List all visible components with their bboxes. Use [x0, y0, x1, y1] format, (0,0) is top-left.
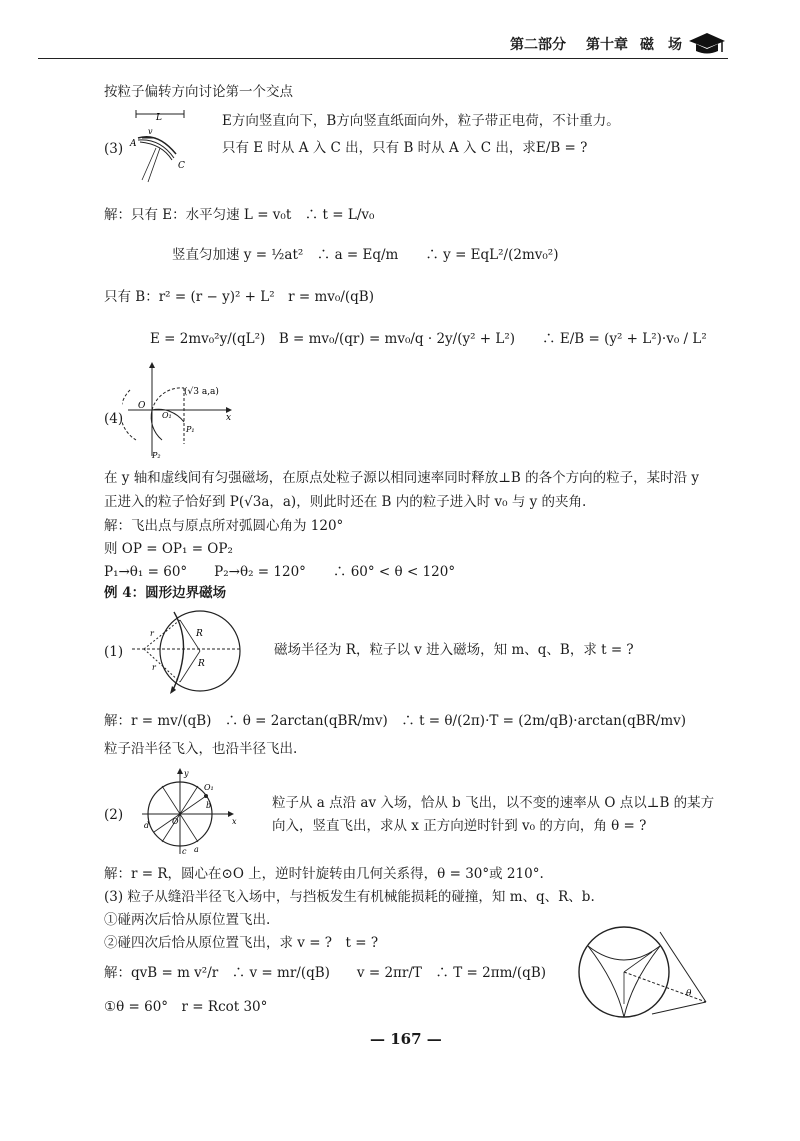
- fig7-label-theta: θ: [686, 989, 692, 999]
- fig6-label-O: O: [172, 817, 179, 826]
- solution-4-line-1: 解：飞出点与原点所对弧圆心角为 120°: [104, 518, 344, 534]
- problem-4-line-1: 在 y 轴和虚线间有匀强磁场，在原点处粒子源以相同速率同时释放⊥B 的各个方向的粒子，某时沿 y: [104, 470, 700, 486]
- fig3-label-C: C: [178, 161, 185, 171]
- solution-7-line-2: ①θ = 60° r = Rcot 30°: [104, 999, 268, 1015]
- header-chapter: 第十章: [586, 37, 628, 53]
- fig6-label-b: b: [206, 801, 212, 810]
- fig4-label-P2: P₂: [152, 451, 161, 460]
- question-2-label: (2): [104, 807, 124, 823]
- solution-3-line-1: 解：只有 E：水平匀速 L = v₀t ∴ t = L/v₀: [104, 207, 375, 223]
- problem-3-label: (3): [104, 141, 124, 157]
- problem-4-label: (4): [104, 411, 124, 427]
- solution-4-line-3: P₁→θ₁ = 60° P₂→θ₂ = 120° ∴ 60° < θ < 120°: [104, 564, 456, 580]
- fig3-label-A: A: [130, 139, 137, 149]
- fig4-label-O1: O₁: [162, 411, 172, 420]
- fig3-label-L: L: [156, 113, 162, 123]
- fig5-label-R1: R: [196, 629, 203, 639]
- problem-3-line-2: 只有 E 时从 A 入 C 出，只有 B 时从 A 入 C 出，求E/B = ?: [222, 140, 588, 156]
- figure-5-circle-field: [128, 606, 248, 698]
- fig4-label-x: x: [226, 413, 232, 423]
- fig5-label-r2: r: [152, 663, 156, 672]
- fig6-label-O1: O₁: [204, 783, 214, 792]
- solution-4-line-2: 则 OP = OP₁ = OP₂: [104, 541, 233, 557]
- question-1-label: (1): [104, 644, 124, 660]
- fig4-label-P: (√3 a,a): [184, 387, 219, 397]
- solution-6-line-1: 解：r = R，圆心在⊙O 上，逆时针旋转由几何关系得，θ = 30°或 210°.: [104, 866, 544, 882]
- fig6-label-x: x: [232, 817, 237, 826]
- solution-5-line-2: 粒子沿半径飞入，也沿半径飞出.: [104, 741, 298, 757]
- solution-3-line-3: 只有 B：r² = (r − y)² + L² r = mv₀/(qB): [104, 289, 374, 305]
- fig6-label-a: a: [194, 845, 199, 854]
- fig6-label-y: y: [184, 769, 189, 778]
- fig6-label-c: c: [182, 847, 187, 856]
- page-number: — 167 —: [370, 1030, 442, 1048]
- fig4-label-P1: P₁: [186, 425, 195, 434]
- line-discussion: 按粒子偏转方向讨论第一个交点: [104, 84, 293, 100]
- fig6-label-d: d: [144, 821, 150, 830]
- question-3-line-1: (3) 粒子从缝沿半径飞入场中，与挡板发生有机械能损耗的碰撞，知 m、q、R、b.: [104, 889, 595, 905]
- header-rule: [38, 58, 728, 59]
- problem-3-line-1: E方向竖直向下，B方向竖直纸面向外，粒子带正电荷，不计重力。: [222, 113, 620, 129]
- question-3-line-2: ①碰两次后恰从原位置飞出.: [104, 912, 271, 928]
- figure-7-collision-circle: [574, 922, 714, 1022]
- example-4-heading: 例 4：圆形边界磁场: [104, 585, 227, 601]
- fig3-label-v: v: [148, 127, 153, 136]
- graduation-cap-icon: [688, 30, 726, 56]
- question-2-line-2: 向入，竖直飞出，求从 x 正方向逆时针到 v₀ 的方向，角 θ = ?: [272, 818, 647, 834]
- figure-6-rotating-circles: [140, 766, 250, 856]
- fig5-label-R2: R: [198, 659, 205, 669]
- solution-5-line-1: 解：r = mv/(qB) ∴ θ = 2arctan(qBR/mv) ∴ t = θ/(2π)·T = (2m/qB)·arctan(qBR/mv): [104, 713, 687, 729]
- fig5-label-r1: r: [150, 629, 154, 638]
- figure-4-diagram: [122, 360, 242, 460]
- solution-3-line-2: 竖直匀加速 y = ½at² ∴ a = Eq/m ∴ y = EqL²/(2mv₀²): [172, 247, 559, 263]
- problem-4-line-2: 正进入的粒子恰好到 P(√3a，a)，则此时还在 B 内的粒子进入时 v₀ 与 y 的夹角.: [104, 494, 587, 510]
- solution-3-line-4: E = 2mv₀²y/(qL²) B = mv₀/(qr) = mv₀/q · 2y/(y² + L²) ∴ E/B = (y² + L²)·v₀ / L²: [150, 331, 707, 347]
- header-subject: 磁 场: [640, 37, 682, 53]
- question-2-line-1: 粒子从 a 点沿 av 入场，恰从 b 飞出，以不变的速率从 O 点以⊥B 的某方: [272, 795, 715, 811]
- figure-3-diagram: [128, 108, 198, 188]
- header-part: 第二部分: [510, 37, 566, 53]
- fig4-label-O: O: [138, 401, 146, 411]
- question-3-line-3: ②碰四次后恰从原位置飞出，求 v = ? t = ?: [104, 935, 379, 951]
- solution-7-line-1: 解：qvB = m v²/r ∴ v = mr/(qB) v = 2πr/T ∴ T = 2πm/(qB): [104, 965, 547, 981]
- question-1-text: 磁场半径为 R，粒子以 v 进入磁场，知 m、q、B，求 t = ?: [274, 642, 634, 658]
